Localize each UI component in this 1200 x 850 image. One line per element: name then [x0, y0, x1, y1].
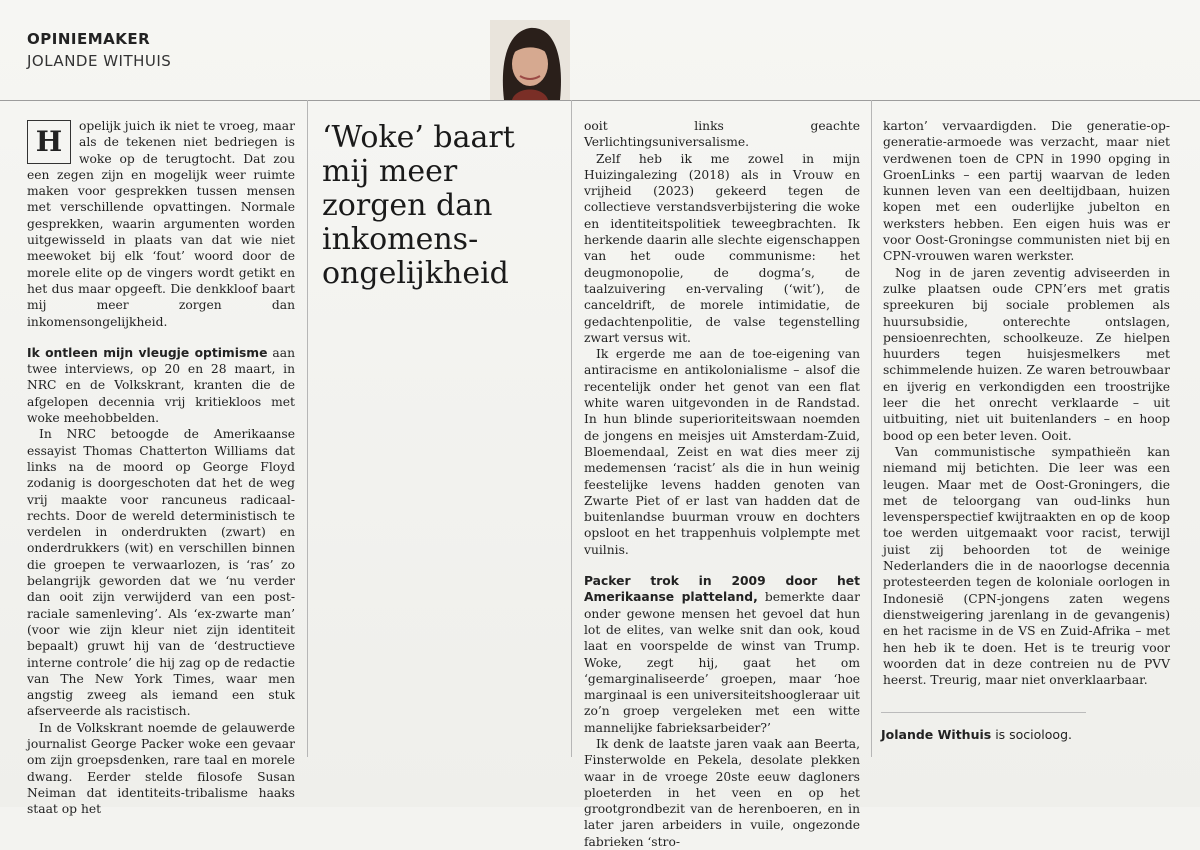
article-column-1 [27, 118, 295, 817]
paragraph: Nog in de jaren zeventig adviseerden in zulke plaatsen oude CPN’ers met gratis spreekuren bij sociale problemen als huursubsidie, onterechte ontslagen, pensioenrechten, schoolkeuze. Ze hielpen huurders tegen huisjesmelkers met schimmelende huizen. Ze waren betrouwbaar en ijverig en verkondigden een troostrijke leer die het onrecht verklaarde – uit uitbuiting, niet uit buitenlanders – en hoop bood op een beter leven. Ooit. [883, 265, 1170, 443]
opening-paragraph [27, 118, 295, 330]
paragraph: In de Volkskrant noemde de gelauwerde journalist George Packer woke een gevaar om zijn groepsdenken, rare taal en morele dwang. Eerder stelde filosofe Susan Neiman dat identiteits-tribalisme haaks staat op het [27, 720, 295, 817]
byline-name: Jolande Withuis [881, 727, 992, 742]
section-lead: Ik ontleen mijn vleugje optimisme [27, 345, 268, 360]
drop-cap: H [27, 120, 71, 164]
author-portrait [490, 20, 570, 100]
paragraph-text: bemerkte daar onder gewone mensen het gevoel dat hun lot de elites, van welke snit dan ook, koud laat en voorspelde de winst van Trump. Woke, zegt hij, gaat het om ‘gemarginaliseerde’ groepen, maar ‘hoe marginaal is een universiteitshoogleraar uit zo’n groep vergeleken met een witte mannelijke fabrieksarbeider?’ [584, 590, 860, 735]
column-header [27, 30, 171, 70]
portrait-photo [490, 20, 570, 100]
column-divider [571, 100, 572, 757]
byline-rule [881, 712, 1086, 713]
paragraph: Ik ergerde me aan de toe-eigening van antiracisme en antikolonialisme – alsof die recentelijk onder het genot van een flat white waren uitgevonden in de Randstad. In hun blinde superioriteitswaan noemden de jongens en meisjes uit Amsterdam-Zuid, Bloemendaal, Zeist en wat dies meer zij medemensen ‘racist’ als die in hun weinig feestelijke levens hadden genoten van Zwarte Piet of er last van hadden dat de buitenlandse buurman vrouw en dochters opsloot en het trappenhuis volplempte met vuilnis. [584, 347, 860, 557]
article-column-4 [883, 118, 1170, 688]
article-column-3 [584, 118, 860, 850]
section-kicker: OPINIEMAKER [27, 30, 151, 48]
section-paragraph [27, 345, 295, 426]
paragraph: In NRC betoogde de Amerikaanse essayist Thomas Chatterton Williams dat links na de moord op George Floyd zodanig is doorgeschoten dat het de weg vrij maakte voor rancuneus radicaal-rechts. Door de wereld deterministisch te verdelen in onderdrukten (zwart) en onderdrukkers (wit) en verschillen binnen die groepen te verwaarlozen, is ‘ras’ zo belangrijk geworden dat we ‘nu verder dan ooit zijn verwijderd van een post-raciale samenleving’. Als ‘ex-zwarte man’ (voor wie zijn kleur niet zijn identiteit bepaalt) gruwt hij van de ‘destructieve interne controle’ die hij zag op de redactie van The New York Times, waar men angstig zweeg als iemand een stuk afserveerde als racistisch. [27, 427, 295, 719]
paragraph: karton’ vervaardigden. Die generatie-op-generatie-armoede was verzacht, maar niet verdwenen toen de CPN in 1990 opging in GroenLinks – een partij waarvan de leden kunnen leven van een deeltijdbaan, huizen kopen met een ouderlijke jubelton en werksters hebben. Een eigen huis was er voor Oost-Groningse communisten niet bij en CPN-vrouwen waren werkster. [883, 119, 1170, 264]
author-byline [881, 727, 1072, 742]
paragraph-text: opelijk juich ik niet te vroeg, maar als de tekenen niet bedriegen is woke op de terugtocht. Dat zou een zegen zijn en mogelijk weer ruimte maken voor gesprekken tussen mensen met verschillende opvattingen. Normale gesprekken, waarin argumenten worden uitgewisseld in plaats van dat wie niet meewoket bij elk ‘fout’ woord door de morele elite op de vingers wordt getikt en het dus maar opgeeft. Die denkkloof baart mij meer zorgen dan inkomensongelijkheid. [27, 119, 295, 329]
paragraph: Ik denk de laatste jaren vaak aan Beerta, Finsterwolde en Pekela, desolate plekken waar in de vroege 20ste eeuw dagloners ploeterden in het veen en op het grootgrondbezit van de herenboeren, en in later jaren arbeiders in vuile, ongezonde fabrieken ‘stro- [584, 736, 860, 849]
byline-suffix: is socioloog. [991, 727, 1072, 742]
section-lead: Packer trok in 2009 door het Amerikaanse platteland, [584, 574, 860, 605]
article-headline: ‘Woke’ baart mij meer zorgen dan inkomens-ongelijkheid [322, 120, 515, 291]
paragraph-text: aan twee interviews, op 20 en 28 maart, in NRC en de Volkskrant, kranten die de afgelopen decennia vrij kritiekloos met woke meehobbelden. [27, 345, 295, 426]
paragraph: ooit links geachte Verlichtingsuniversalisme. [584, 119, 860, 150]
paragraph: Van communistische sympathieën kan niemand mij betichten. Die leer was een leugen. Maar met de Oost-Groningers, die met de teloorgang van oud-links hun levensperspectief kwijtraakten en op de koop toe werden uitgemaakt voor racist, terwijl juist zij behoorden tot de weinige Nederlanders die in de naoorlogse decennia protesteerden tegen de koloniale oorlogen in Indonesië (CPN-jongens zaten wegens dienstweigering jarenlang in de gevangenis) en het racisme in de VS en Zuid-Afrika – met hen heb ik te doen. Het is te treurig voor woorden dat in deze contreien nu de PVV heerst. Treurig, maar niet onverklaarbaar. [883, 444, 1170, 688]
column-divider [871, 100, 872, 757]
section-paragraph [584, 573, 860, 736]
header-rule [0, 100, 1200, 101]
paragraph: Zelf heb ik me zowel in mijn Huizingalezing (2018) als in Vrouw en vrijheid (2023) gekeerd tegen de collectieve verstandsverbijstering die woke en identiteitspolitiek teweegbrachten. Ik herkende daarin alle slechte eigenschappen van het oude communisme: het deugmonopolie, de dogma’s, de taalzuivering en-vervaling (‘wit’), de canceldrift, de morele intimidatie, de gedachtenpolitie, de valse tegenstelling zwart versus wit. [584, 151, 860, 345]
column-divider [307, 100, 308, 757]
columnist-name: JOLANDE WITHUIS [27, 52, 172, 70]
